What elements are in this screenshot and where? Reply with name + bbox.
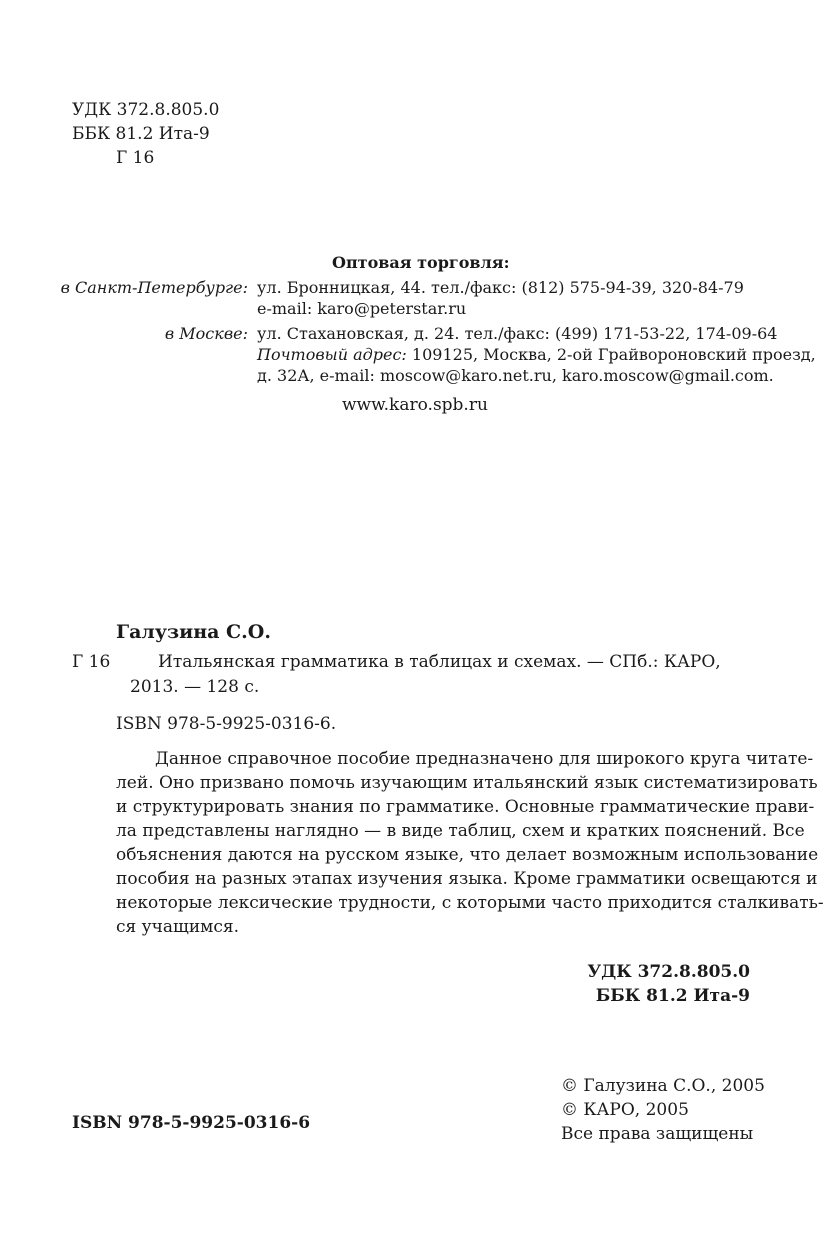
msk-postal-label: Почтовый адрес:: [257, 345, 407, 364]
spb-address: ул. Бронницкая, 44. тел./факс: (812) 575-94-39, 320-84-79: [257, 278, 744, 297]
annotation-line: объяснения даются на русском языке, что делает возможным использование: [116, 845, 819, 865]
copyright-author: © Галузина С.О., 2005: [561, 1076, 765, 1096]
annotation-line: лей. Оно призвано помочь изучающим итальянский язык систематизировать: [116, 773, 818, 793]
isbn-bottom: ISBN 978-5-9925-0316-6: [72, 1113, 311, 1133]
annotation-line: ся учащимся.: [116, 917, 240, 937]
spb-email: e-mail: karo@peterstar.ru: [257, 299, 467, 318]
bbk-code: ББК 81.2 Ита-9: [72, 124, 210, 144]
copyright-publisher: © КАРО, 2005: [561, 1100, 689, 1120]
bib-mark: Г 16: [72, 652, 111, 672]
wholesale-title: Оптовая торговля:: [332, 253, 510, 272]
annotation-line: некоторые лексические трудности, с которыми часто приходится сталкивать-: [116, 893, 824, 913]
msk-label: в Москве:: [164, 324, 248, 343]
rights-reserved: Все права защищены: [561, 1124, 754, 1144]
author-mark: Г 16: [116, 148, 155, 168]
spb-label: в Санкт-Петербурге:: [60, 278, 248, 297]
udk-code: УДК 372.8.805.0: [72, 100, 220, 120]
msk-postal: [257, 344, 816, 366]
msk-postal-address: 109125, Москва, 2-ой Грайвороновский проезд,: [406, 345, 816, 364]
annotation-line: ла представлены наглядно — в виде таблиц, схем и кратких пояснений. Все: [116, 821, 805, 841]
bib-isbn: ISBN 978-5-9925-0316-6.: [116, 714, 337, 734]
author-name: Галузина С.О.: [116, 621, 271, 643]
annotation-line: пособия на разных этапах изучения языка. Кроме грамматики освещаются и: [116, 869, 818, 889]
bib-title-line2: 2013. — 128 с.: [130, 677, 260, 697]
website: www.karo.spb.ru: [342, 395, 488, 415]
annotation-line: и структурировать знания по грамматике. Основные грамматические прави-: [116, 797, 815, 817]
msk-address: ул. Стахановская, д. 24. тел./факс: (499) 171-53-22, 174-09-64: [257, 324, 778, 343]
bib-title-line1: Итальянская грамматика в таблицах и схемах. — СПб.: КАРО,: [158, 652, 721, 672]
msk-email: д. 32А, e-mail: moscow@karo.net.ru, karo.moscow@gmail.com.: [257, 366, 774, 385]
bbk-code-bottom: ББК 81.2 Ита-9: [595, 986, 750, 1006]
annotation-line: Данное справочное пособие предназначено для широкого круга читате-: [155, 749, 814, 769]
udk-code-bottom: УДК 372.8.805.0: [587, 962, 750, 982]
